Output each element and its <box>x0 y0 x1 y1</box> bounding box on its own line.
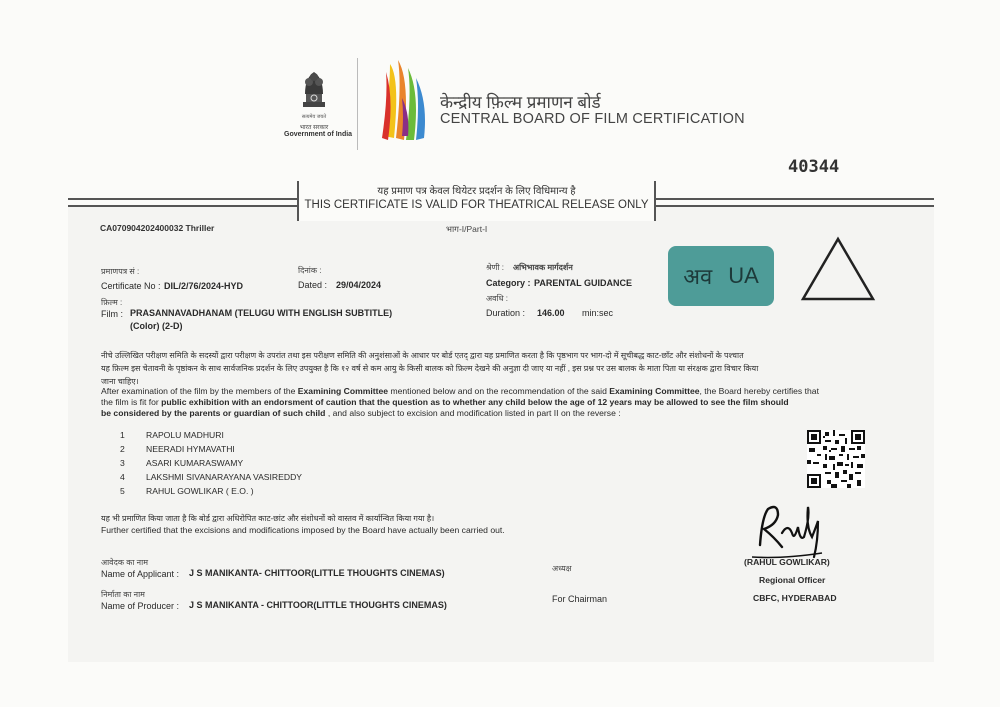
further-english: Further certified that the excisions and modifications imposed by the Board have actually been carried out. <box>101 525 505 535</box>
board-name-hindi: केन्द्रीय फ़िल्म प्रमाणन बोर्ड <box>440 93 601 112</box>
list-item: 2 NEERADI HYMAVATHI <box>120 444 235 454</box>
ashoka-emblem-icon <box>297 64 331 114</box>
rating-english: UA <box>728 263 759 288</box>
certificate-number: DIL/2/76/2024-HYD <box>164 281 244 291</box>
producer-label: Name of Producer : <box>101 601 180 611</box>
dated-label: Dated : <box>298 280 328 290</box>
certificate-label-hindi: प्रमाणपत्र सं : <box>101 267 140 276</box>
list-item: 4 LAKSHMI SIVANARAYANA VASIREDDY <box>120 472 303 482</box>
duration-label: Duration : <box>486 308 526 318</box>
film-label: Film : <box>101 309 123 319</box>
cert-text-1: After examination of the film by the members of the <box>101 386 298 396</box>
applicant-value: J S MANIKANTA- CHITTOOR(LITTLE THOUGHTS CINEMAS) <box>189 568 445 578</box>
triangle-symbol-icon <box>800 236 876 302</box>
government-emblem <box>284 64 353 148</box>
cert-text-7: public exhibition with an endorsment of caution that the question as to whether any child below the age of 12 years may be allowed to see the film should <box>161 397 789 407</box>
banner-rule-left <box>68 198 297 200</box>
producer-label-hindi: निर्माता का नाम <box>101 590 145 599</box>
category-label: Category : <box>486 278 531 288</box>
gov-hindi: भारत सरकार <box>299 125 329 131</box>
banner-rule-right <box>652 198 934 200</box>
certificate-label: Certificate No : <box>101 281 161 291</box>
category-label-hindi: श्रेणी : <box>486 263 504 272</box>
banner-english: THIS CERTIFICATE IS VALID FOR THEATRICAL RELEASE ONLY <box>304 199 649 211</box>
signatory-name: (RAHUL GOWLIKAR) <box>744 557 830 567</box>
chairman-hindi: अध्यक्ष <box>552 564 572 573</box>
cert-text-9: , and also subject to excision and modification listed in part II on the reverse : <box>325 408 621 418</box>
part-label: भाग-I/Part-I <box>446 224 488 234</box>
signatory-title: Regional Officer <box>759 575 826 585</box>
rating-hindi: अव <box>683 264 713 289</box>
board-name-english: CENTRAL BOARD OF FILM CERTIFICATION <box>440 111 745 127</box>
cert-text-2: Examining Committee <box>297 386 389 396</box>
duration-label-hindi: अवधि : <box>486 294 508 303</box>
cert-text-8: be considered by the parents or guardian of such child <box>101 408 326 418</box>
list-item: 5 RAHUL GOWLIKAR ( E.O. ) <box>120 486 254 496</box>
hindi-line-3: जाना चाहिए। <box>101 377 139 386</box>
cert-text-4: Examining Committee <box>609 386 700 396</box>
qr-code-icon <box>807 430 865 488</box>
hindi-line-2: यह फ़िल्म इस चेतावनी के पृष्ठांकन के साथ सार्वजनिक प्रदर्शन के लिए उपयुक्त है कि १२ वर्ष से कम आयु के किसी बालक को फ़िल्म देखने की अनुज्ञा दी जाए या नहीं , इस प्रश्न पर उस बालक के माता पिता या संरक्षक द्वारा विचार किया <box>101 364 759 373</box>
film-format: (Color) (2-D) <box>130 321 183 331</box>
emblem-motto: सत्यमेव जयते <box>301 114 327 120</box>
gov-english: Government of India <box>284 131 353 138</box>
category-value-hindi: अभिभावक मार्गदर्शन <box>513 263 573 272</box>
validity-banner <box>297 181 656 221</box>
list-item: 1 RAPOLU MADHURI <box>120 430 224 440</box>
applicant-label-hindi: आवेदक का नाम <box>101 558 148 567</box>
signatory-office: CBFC, HYDERABAD <box>753 593 837 603</box>
chairman-english: For Chairman <box>552 594 608 604</box>
cert-text-3: mentioned below and on the recommendation of the said <box>388 386 610 396</box>
duration-unit: min:sec <box>582 308 614 318</box>
english-certification-text <box>101 386 861 419</box>
hindi-line-1: नीचे उल्लिखित परीक्षण समिति के सदस्यों द्वारा परीक्षण के उपरांत तथा इस परीक्षण समिति की अनुशंसाओं के आधार पर बोर्ड एतद् द्वारा यह प्रमाणित करता है कि पृष्ठभाग पर भाग-दो में सूचीबद्ध काट-छाँट और संशोधनों के पश्चात <box>101 351 744 360</box>
film-label-hindi: फ़िल्म : <box>101 298 123 307</box>
cbfc-logo-icon <box>380 58 432 142</box>
cert-text-6: the film is fit for <box>101 397 162 407</box>
duration-value: 146.00 <box>537 308 565 318</box>
applicant-label: Name of Applicant : <box>101 569 180 579</box>
cert-text-5: , the Board hereby certifies that <box>699 386 819 396</box>
further-hindi: यह भी प्रमाणित किया जाता है कि बोर्ड द्वारा अधिरोपित काट-छांट और संशोधनों को वास्तव में कार्यान्वित किया गया है। <box>101 514 435 523</box>
dated-value: 29/04/2024 <box>336 280 382 290</box>
producer-value: J S MANIKANTA - CHITTOOR(LITTLE THOUGHTS CINEMAS) <box>189 600 447 610</box>
banner-hindi: यह प्रमाण पत्र केवल थियेटर प्रदर्शन के लिए विधिमान्य है <box>377 186 576 197</box>
committee-members-list <box>120 430 302 500</box>
hindi-certification-text <box>101 349 861 388</box>
rating-badge <box>668 246 774 306</box>
category-value: PARENTAL GUIDANCE <box>534 278 633 288</box>
list-item: 3 ASARI KUMARASWAMY <box>120 458 244 468</box>
reference-code: CA070904202400032 Thriller <box>100 223 215 233</box>
certificate-serial: 40344 <box>788 157 840 177</box>
film-title: PRASANNAVADHANAM (TELUGU WITH ENGLISH SUBTITLE) <box>130 308 393 318</box>
header-divider <box>357 58 358 150</box>
dated-label-hindi: दिनांक : <box>298 266 322 275</box>
